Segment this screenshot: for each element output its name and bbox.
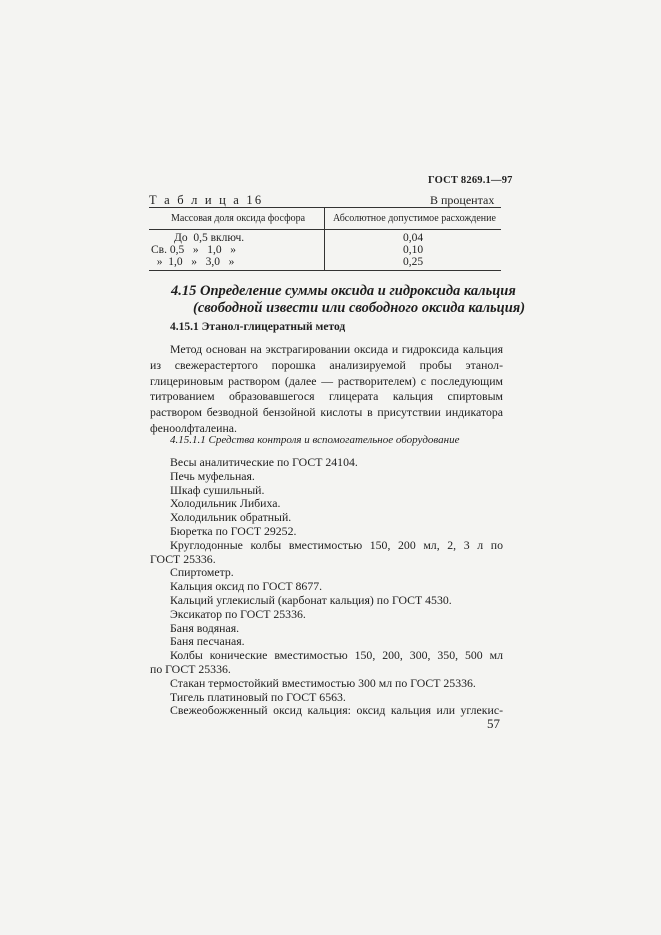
table-unit-note: В процентах	[430, 193, 495, 207]
list-item-continuation: ГОСТ 25336.	[150, 551, 216, 566]
table-cell-range: » 1,0 » 3,0 »	[151, 256, 235, 268]
table-cell-range: Св. 0,5 » 1,0 »	[151, 244, 236, 256]
list-item: Кальция оксид по ГОСТ 8677.	[170, 579, 323, 594]
table-column-divider	[324, 207, 325, 270]
table-top-rule	[149, 207, 501, 208]
list-item: Тигель платиновый по ГОСТ 6563.	[170, 689, 346, 704]
section-title-line2: (свободной извести или свободного оксида кальция)	[193, 300, 526, 316]
list-item: Свежеобожженный оксид кальция: оксид кальция или углекис-	[170, 703, 503, 718]
list-item: Круглодонные колбы вместимостью 150, 200 мл, 2, 3 л по	[170, 537, 503, 552]
table-header-phosphorus: Массовая доля оксида фосфора	[171, 213, 306, 224]
subsubsection-heading: 4.15.1.1 Средства контроля и вспомогательное оборудование	[170, 434, 460, 446]
table-caption: Т а б л и ц а 16	[149, 193, 264, 207]
table-cell-value: 0,10	[403, 244, 424, 256]
list-item: Стакан термостойкий вместимостью 300 мл по ГОСТ 25336.	[170, 675, 476, 690]
list-item: Холодильник обратный.	[170, 510, 292, 525]
method-paragraph-text: Метод основан на экстрагировании оксида и гидроксида кальция из свежерастертого порошка анализируемой пробы этанол-глицериновым раствором (далее — растворителем) с последующим титрованием образовавшегося глицерата кальция спиртовым раствором безводной бензойной кислоты в присутствии индикатора феноолфталеина.	[150, 342, 503, 435]
method-paragraph	[150, 342, 503, 437]
list-item: Шкаф сушильный.	[170, 482, 265, 497]
list-item: Весы аналитические по ГОСТ 24104.	[170, 455, 358, 469]
subsection-heading: 4.15.1 Этанол-глицератный метод	[170, 321, 346, 333]
document-header-standard: ГОСТ 8269.1—97	[428, 175, 513, 186]
equipment-list	[150, 456, 503, 718]
section-title-line1: 4.15 Определение суммы оксида и гидроксида кальция	[171, 283, 516, 299]
table-cell-value: 0,25	[403, 256, 424, 268]
list-item: Кальций углекислый (карбонат кальция) по ГОСТ 4530.	[170, 592, 452, 607]
list-item: Баня водяная.	[170, 620, 240, 635]
list-item: Спиртометр.	[170, 565, 234, 580]
list-item: Эксикатор по ГОСТ 25336.	[170, 606, 306, 621]
page-number: 57	[487, 716, 500, 731]
table-cell-range: До 0,5 включ.	[151, 232, 245, 244]
table-bottom-rule	[149, 270, 501, 271]
list-item-continuation: по ГОСТ 25336.	[150, 661, 231, 676]
list-item: Бюретка по ГОСТ 29252.	[170, 523, 297, 538]
list-item: Холодильник Либиха.	[170, 496, 281, 511]
table-header-tolerance: Абсолютное допустимое расхождение	[333, 213, 496, 224]
table-cell-value: 0,04	[403, 232, 424, 244]
list-item: Колбы конические вместимостью 150, 200, 300, 350, 500 мл	[170, 648, 503, 663]
table-header-rule	[149, 229, 501, 230]
list-item: Баня песчаная.	[170, 634, 245, 649]
list-item: Печь муфельная.	[170, 468, 255, 483]
